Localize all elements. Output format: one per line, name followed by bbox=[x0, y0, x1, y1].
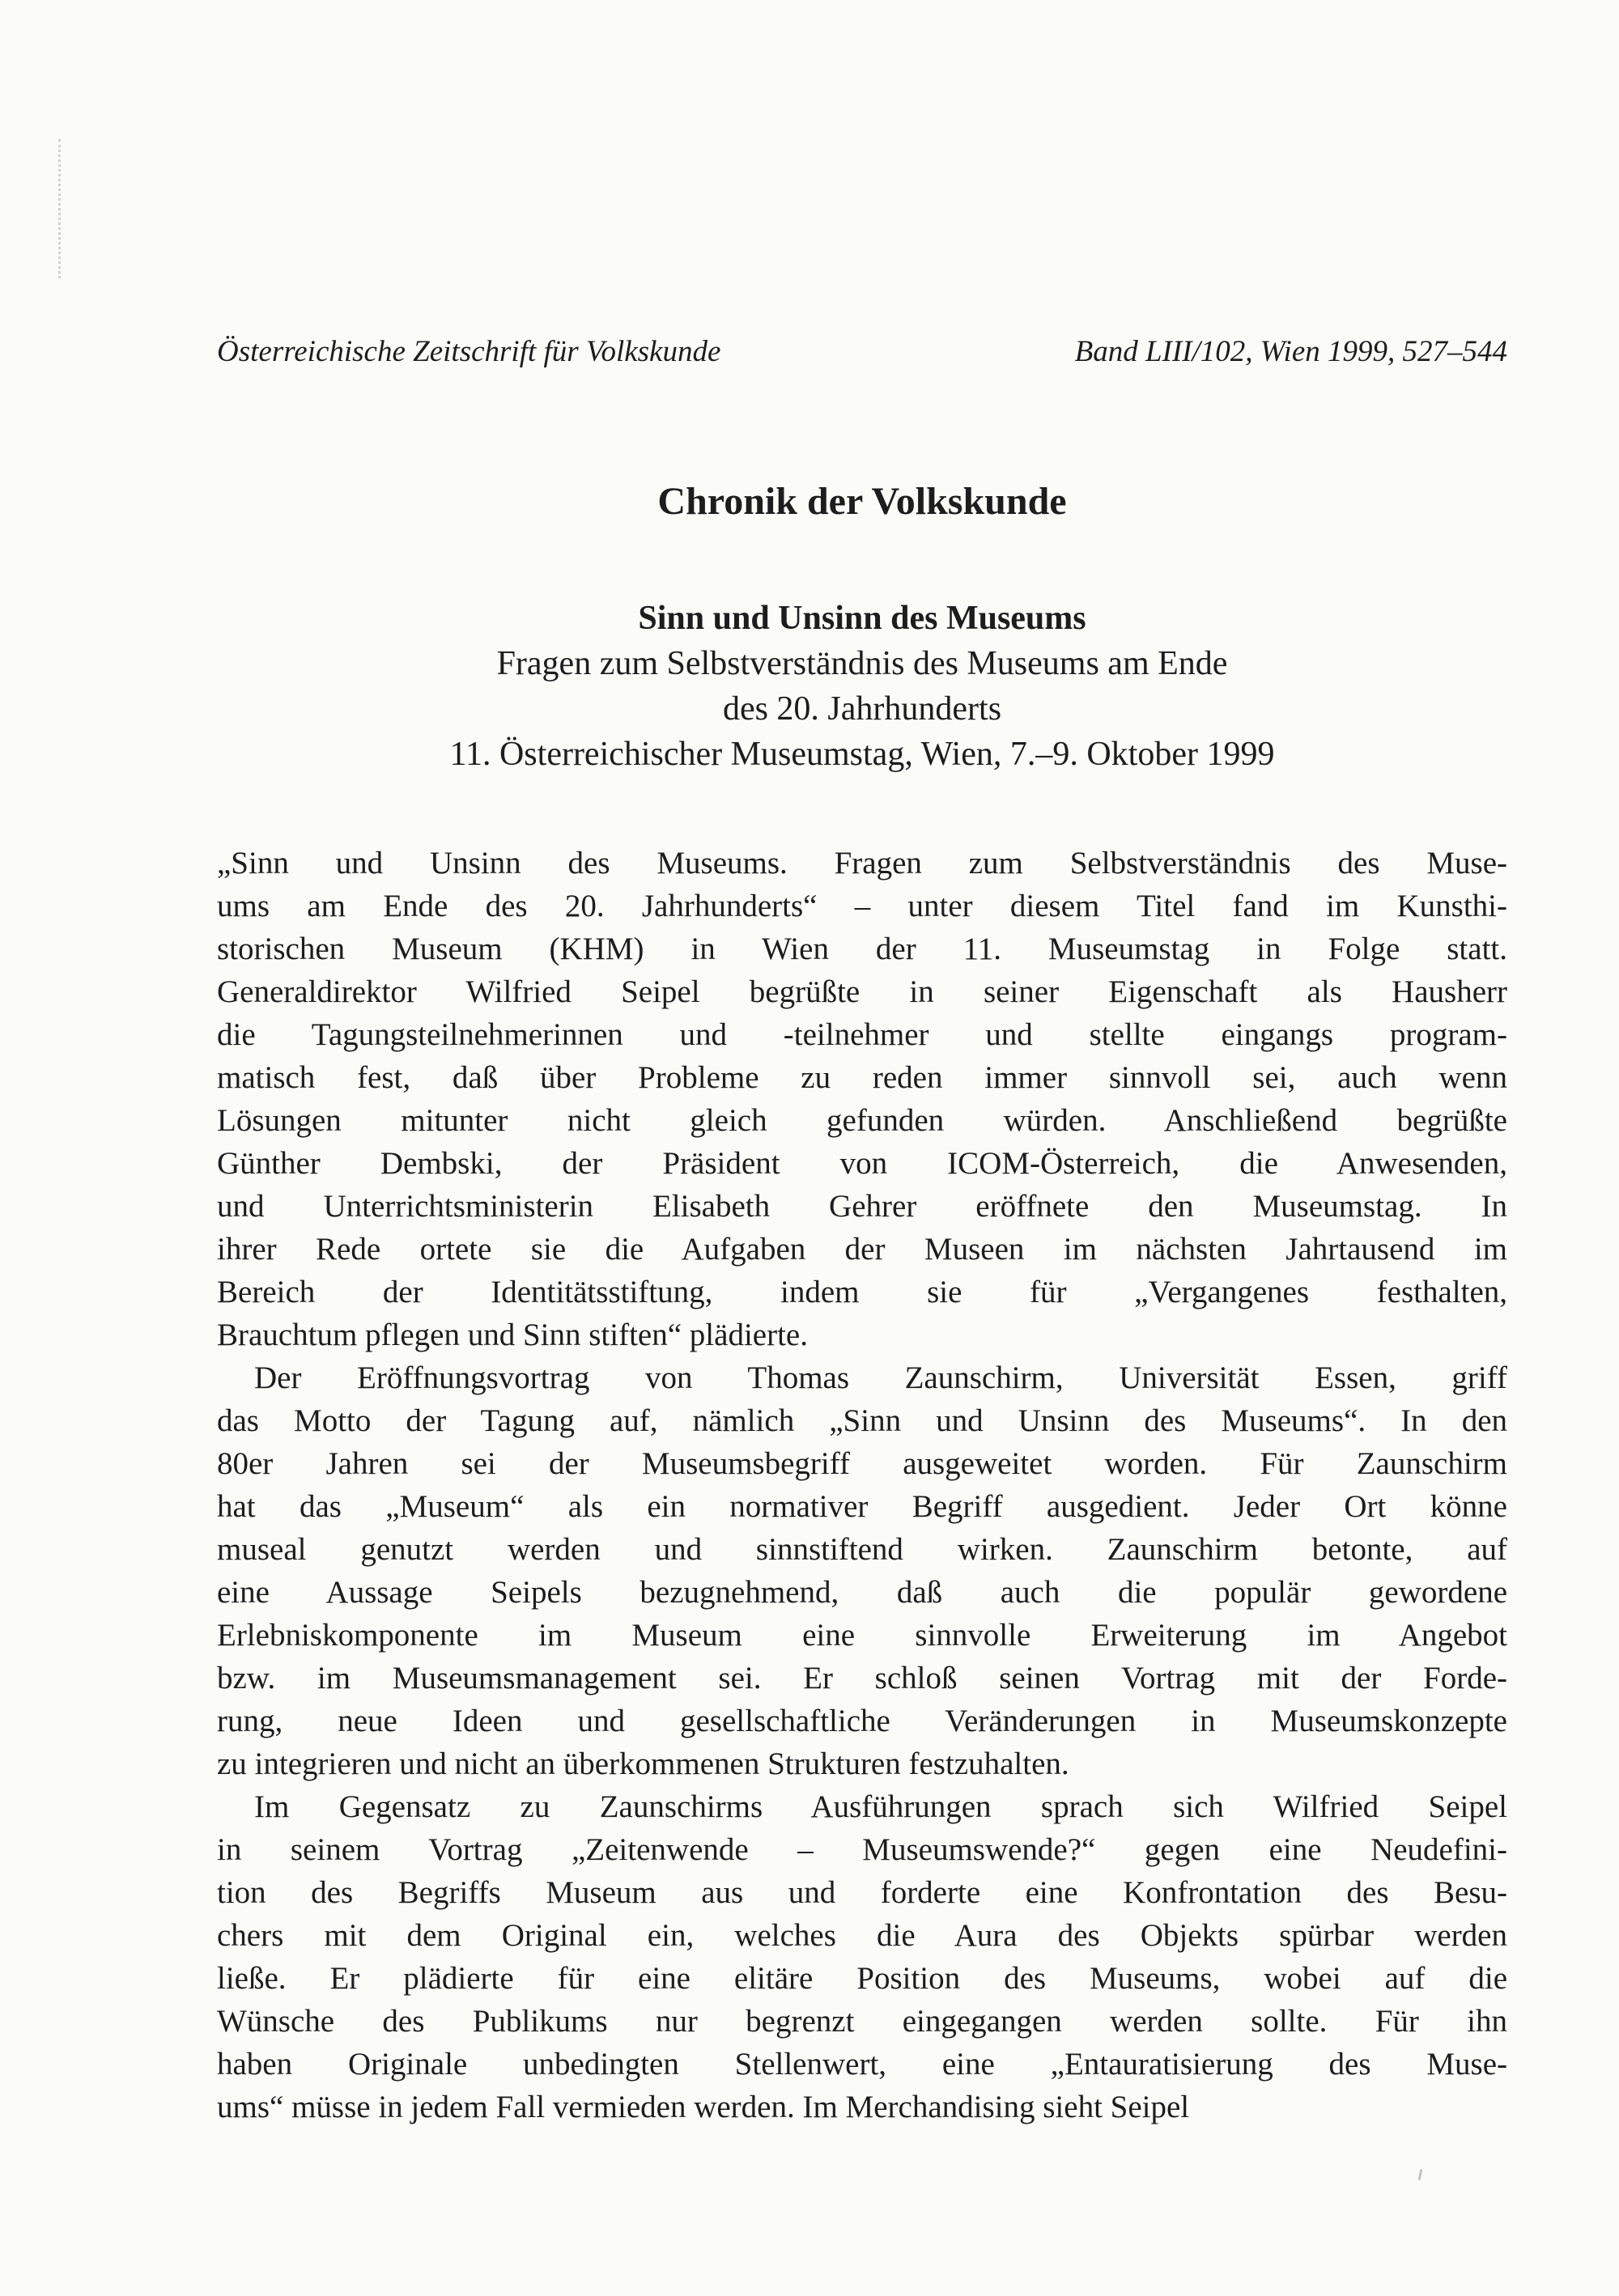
text-line: ums am Ende des 20. Jahrhunderts“ – unter diesem Titel fand im Kunsthi- bbox=[217, 889, 1507, 923]
text-line: zu integrieren und nicht an überkommenen Strukturen festzuhalten. bbox=[217, 1746, 1069, 1781]
text-line: in seinem Vortrag „Zeitenwende – Museumswende?“ gegen eine Neudefini- bbox=[217, 1832, 1507, 1867]
text-line: rung, neue Ideen und gesellschaftliche Veränderungen in Museumskonzepte bbox=[217, 1704, 1507, 1738]
text-line: haben Originale unbedingten Stellenwert, eine „Entauratisierung des Muse- bbox=[217, 2047, 1507, 2082]
body-text bbox=[217, 842, 1507, 2128]
text-line: das Motto der Tagung auf, nämlich „Sinn und Unsinn des Museums“. In den bbox=[217, 1403, 1507, 1438]
article-title: Sinn und Unsinn des Museums bbox=[638, 600, 1086, 637]
paragraph bbox=[217, 1356, 1507, 1785]
text-line: „Sinn und Unsinn des Museums. Fragen zum Selbstverständnis des Muse- bbox=[217, 846, 1507, 881]
text-line: eine Aussage Seipels bezugnehmend, daß auch die populär gewordene bbox=[217, 1575, 1507, 1610]
paragraph bbox=[217, 1785, 1507, 2128]
text-line: die Tagungsteilnehmerinnen und -teilnehmer und stellte eingangs program- bbox=[217, 1017, 1507, 1052]
text-line: bzw. im Museumsmanagement sei. Er schloß seinen Vortrag mit der Forde- bbox=[217, 1661, 1507, 1695]
article-heading bbox=[217, 596, 1507, 777]
text-line: Brauchtum pflegen und Sinn stiften“ plädierte. bbox=[217, 1318, 808, 1352]
article-subtitle-line-3: 11. Österreichischer Museumstag, Wien, 7.–9. Oktober 1999 bbox=[449, 736, 1275, 773]
text-line: ums“ müsse in jedem Fall vermieden werden. Im Merchandising sieht Seipel bbox=[217, 2090, 1190, 2124]
text-line: matisch fest, daß über Probleme zu reden immer sinnvoll sei, auch wenn bbox=[217, 1060, 1507, 1095]
text-line: ihrer Rede ortete sie die Aufgaben der Museen im nächsten Jahrtausend im bbox=[217, 1232, 1507, 1267]
text-line: und Unterrichtsministerin Elisabeth Gehrer eröffnete den Museumstag. In bbox=[217, 1189, 1507, 1224]
text-line: Der Eröffnungsvortrag von Thomas Zaunschirm, Universität Essen, griff bbox=[254, 1360, 1507, 1395]
text-line: storischen Museum (KHM) in Wien der 11. Museumstag in Folge statt. bbox=[217, 932, 1507, 966]
section-title: Chronik der Volkskunde bbox=[657, 480, 1067, 523]
text-line: tion des Begriffs Museum aus und forderte eine Konfrontation des Besu- bbox=[217, 1875, 1507, 1910]
text-line: Lösungen mitunter nicht gleich gefunden würden. Anschließend begrüßte bbox=[217, 1103, 1507, 1138]
scan-artifact-dotted-line bbox=[58, 139, 61, 278]
text-line: Wünsche des Publikums nur begrenzt eingegangen werden sollte. Für ihn bbox=[217, 2004, 1507, 2039]
text-line: Generaldirektor Wilfried Seipel begrüßte in seiner Eigenschaft als Hausherr bbox=[217, 974, 1507, 1009]
text-line: Im Gegensatz zu Zaunschirms Ausführungen sprach sich Wilfried Seipel bbox=[254, 1789, 1507, 1824]
journal-name: Österreichische Zeitschrift für Volkskunde bbox=[217, 335, 721, 368]
text-line: museal genutzt werden und sinnstiftend wirken. Zaunschirm betonte, auf bbox=[217, 1532, 1507, 1567]
text-line: Bereich der Identitätsstiftung, indem sie für „Vergangenes festhalten, bbox=[217, 1275, 1507, 1309]
text-line: hat das „Museum“ als ein normativer Begriff ausgedient. Jeder Ort könne bbox=[217, 1489, 1507, 1524]
text-line: chers mit dem Original ein, welches die Aura des Objekts spürbar werden bbox=[217, 1918, 1507, 1953]
paragraph bbox=[217, 842, 1507, 1356]
text-line: 80er Jahren sei der Museumsbegriff ausgeweitet worden. Für Zaunschirm bbox=[217, 1446, 1507, 1481]
article-subtitle-line-2: des 20. Jahrhunderts bbox=[722, 690, 1002, 728]
text-line: Erlebniskomponente im Museum eine sinnvolle Erweiterung im Angebot bbox=[217, 1618, 1507, 1653]
scan-artifact-mark bbox=[1418, 2169, 1423, 2180]
text-line: Günther Dembski, der Präsident von ICOM-Österreich, die Anwesenden, bbox=[217, 1146, 1507, 1181]
running-header bbox=[217, 333, 1507, 371]
text-line: ließe. Er plädierte für eine elitäre Position des Museums, wobei auf die bbox=[217, 1961, 1507, 1996]
article-subtitle-line-1: Fragen zum Selbstverständnis des Museums am Ende bbox=[496, 645, 1228, 682]
issue-info: Band LIII/102, Wien 1999, 527–544 bbox=[1074, 335, 1507, 368]
